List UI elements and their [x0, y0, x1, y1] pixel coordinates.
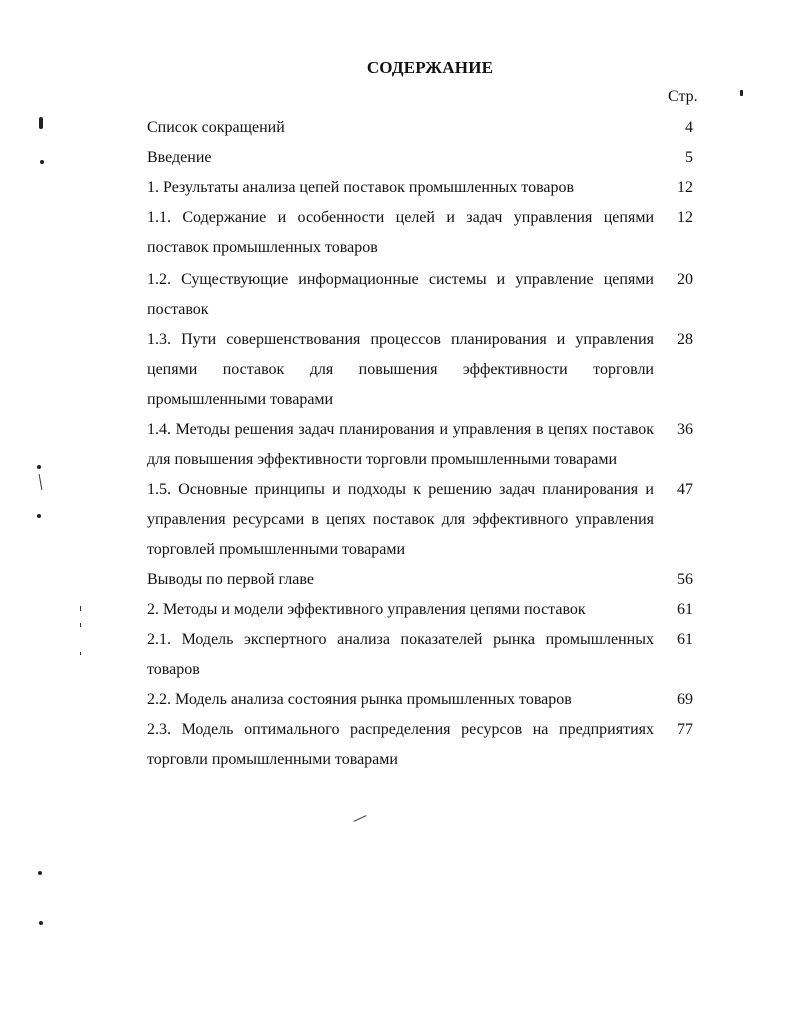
- toc-entry: [147, 685, 703, 715]
- toc-entry-text: 1.5. Основные принципы и подходы к решению задач планирования и управления ресурсами в цепях поставок для эффективного управления торговлей промышленными товарами: [147, 481, 654, 558]
- toc-entry-text: Список сокращений: [147, 119, 285, 136]
- scan-speck: [37, 514, 41, 518]
- toc-entry-page: 61: [677, 601, 693, 618]
- toc-entry-page: 4: [685, 119, 693, 136]
- toc-entry-page: 5: [685, 149, 693, 166]
- toc-entry-page: 36: [677, 421, 693, 438]
- toc-entry-text: 1. Результаты анализа цепей поставок промышленных товаров: [147, 179, 575, 196]
- scan-speck: [39, 921, 43, 925]
- toc-entry-text: 1.4. Методы решения задач планирования и управления в цепях поставок для повышения эффективности торговли промышленными товарами: [147, 421, 654, 468]
- scan-speck: [37, 465, 41, 469]
- toc-entry-text: 2.2. Модель анализа состояния рынка промышленных товаров: [147, 691, 572, 708]
- scan-speck: [39, 474, 43, 490]
- toc-entry: [147, 715, 703, 775]
- toc-entry-page: 20: [677, 271, 693, 288]
- toc-entry-page: 77: [677, 721, 693, 738]
- scan-speck: [740, 90, 743, 96]
- toc-entry-text: 1.2. Существующие информационные системы и управление цепями поставок: [147, 271, 654, 318]
- scan-speck: [40, 160, 44, 164]
- scan-speck: [39, 117, 43, 129]
- toc-entry-page: 69: [677, 691, 693, 708]
- toc-entry-text: 2.1. Модель экспертного анализа показателей рынка промышленных товаров: [147, 631, 654, 678]
- toc-entry: [147, 625, 703, 685]
- document-title: СОДЕРЖАНИЕ: [366, 58, 494, 77]
- scan-speck: [353, 815, 366, 822]
- page-column-header: Стр.: [668, 88, 698, 105]
- scan-speck: [80, 652, 81, 655]
- toc-entry-page: 56: [677, 571, 693, 588]
- scan-speck: [80, 606, 81, 611]
- toc-entry: [147, 113, 703, 143]
- toc-entry: [147, 265, 703, 325]
- scan-speck: [38, 871, 42, 875]
- toc-entry-text: 2.3. Модель оптимального распределения ресурсов на предприятиях торговли промышленными товарами: [147, 721, 654, 768]
- toc-entry: [147, 143, 703, 173]
- toc-entry: [147, 325, 703, 415]
- toc-entry-text: 1.3. Пути совершенствования процессов планирования и управления цепями поставок для повышения эффективности торговли промышленными товарами: [147, 331, 654, 408]
- toc-entry: [147, 565, 703, 595]
- toc-entry-text: Введение: [147, 149, 212, 166]
- toc-entry-page: 12: [677, 209, 693, 226]
- table-of-contents: [147, 113, 703, 775]
- toc-entry-text: 2. Методы и модели эффективного управления цепями поставок: [147, 601, 586, 618]
- toc-entry: [147, 173, 703, 203]
- scan-speck: [80, 623, 81, 627]
- toc-entry-page: 61: [677, 631, 693, 648]
- toc-entry: [147, 595, 703, 625]
- toc-entry-text: 1.1. Содержание и особенности целей и задач управления цепями поставок промышленных товаров: [147, 209, 654, 256]
- toc-entry-page: 47: [677, 481, 693, 498]
- toc-entry-text: Выводы по первой главе: [147, 571, 314, 588]
- toc-entry: [147, 475, 703, 565]
- toc-entry: [147, 203, 703, 263]
- toc-entry: [147, 415, 703, 475]
- toc-entry-page: 28: [677, 331, 693, 348]
- toc-entry-page: 12: [677, 179, 693, 196]
